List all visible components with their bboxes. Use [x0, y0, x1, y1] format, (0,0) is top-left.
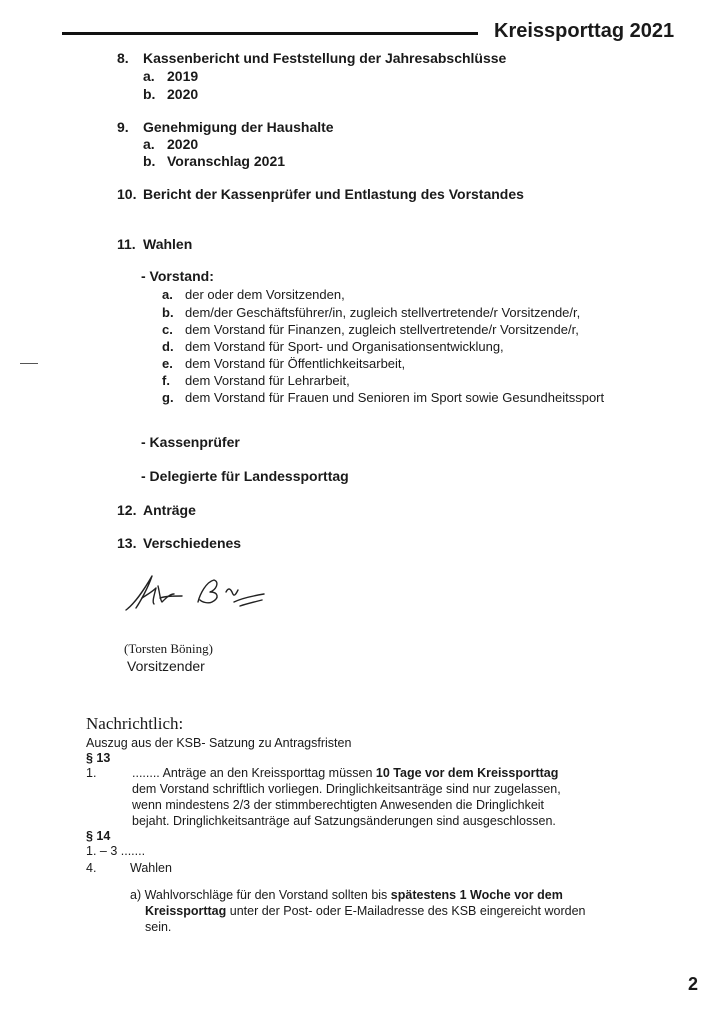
notice-intro: Auszug aus der KSB- Satzung zu Antragsfristen: [86, 736, 352, 750]
section-13-line-2: dem Vorstand schriftlich vorliegen. Dringlichkeitsanträge sind nur zugelassen,: [132, 782, 561, 796]
section-14-a-line-1: [130, 888, 563, 902]
section-14-a-line-3: sein.: [145, 920, 172, 934]
section-14-item-4-number: 4.: [86, 861, 97, 875]
vorstand-heading: - Vorstand:: [141, 268, 214, 284]
delegierte-heading: - Delegierte für Landessporttag: [141, 468, 349, 484]
section-14-a-bold-1: spätestens 1 Woche vor dem: [390, 888, 563, 902]
vorstand-f-letter: f.: [162, 373, 170, 388]
item-9-label: Genehmigung der Haushalte: [143, 119, 334, 135]
section-13-item-number: 1.: [86, 766, 97, 780]
handwritten-signature: [122, 568, 282, 618]
notice-heading: Nachrichtlich:: [86, 714, 184, 733]
section-14-a-bold-2: Kreissporttag: [145, 904, 227, 918]
section-14-a-prefix: a) Wahlvorschläge für den Vorstand sollten bis: [130, 888, 391, 902]
item-9-number: 9.: [117, 119, 129, 135]
signatory-role: Vorsitzender: [127, 658, 205, 674]
vorstand-d-letter: d.: [162, 339, 174, 354]
item-11-label: Wahlen: [143, 236, 193, 252]
vorstand-c-letter: c.: [162, 322, 173, 337]
item-9b-text: Voranschlag 2021: [167, 153, 286, 169]
item-10-label: Bericht der Kassenprüfer und Entlastung des Vorstandes: [143, 186, 524, 202]
item-8a-text: 2019: [167, 68, 199, 84]
item-8-label: Kassenbericht und Feststellung der Jahresabschlüsse: [143, 50, 507, 66]
vorstand-a-letter: a.: [162, 287, 173, 302]
vorstand-e-text: dem Vorstand für Öffentlichkeitsarbeit,: [185, 356, 406, 371]
section-13-line-1: [132, 766, 558, 780]
item-9b-letter: b.: [143, 153, 156, 169]
signatory-name: (Torsten Böning): [124, 641, 213, 656]
section-14-a-rest: unter der Post- oder E-Mailadresse des KSB eingereicht worden: [226, 904, 586, 918]
item-8b-text: 2020: [167, 86, 199, 102]
item-10-number: 10.: [117, 186, 137, 202]
item-11-number: 11.: [117, 236, 136, 252]
section-13-line-3: wenn mindestens 2/3 der stimmberechtigten Anwesenden die Dringlichkeit: [132, 798, 545, 812]
item-13-number: 13.: [117, 535, 137, 551]
vorstand-g-text: dem Vorstand für Frauen und Senioren im Sport sowie Gesundheitssport: [185, 390, 605, 405]
section-13-dots: ........: [132, 766, 160, 780]
section-14-title: § 14: [86, 829, 111, 843]
section-13-line-4: bejaht. Dringlichkeitsanträge auf Satzungsänderungen sind ausgeschlossen.: [132, 814, 556, 828]
vorstand-d-text: dem Vorstand für Sport- und Organisationsentwicklung,: [185, 339, 504, 354]
document-title: Kreissporttag 2021: [494, 20, 675, 42]
item-9a-text: 2020: [167, 136, 199, 152]
item-9a-letter: a.: [143, 136, 155, 152]
vorstand-g-letter: g.: [162, 390, 174, 405]
kassenpruefer-heading: - Kassenprüfer: [141, 434, 240, 450]
item-8a-letter: a.: [143, 68, 155, 84]
section-13-bold: 10 Tage vor dem Kreissporttag: [375, 766, 559, 780]
item-12-label: Anträge: [143, 502, 196, 518]
item-12-number: 12.: [117, 502, 137, 518]
header-rule: [62, 32, 478, 35]
item-8b-letter: b.: [143, 86, 156, 102]
item-13-label: Verschiedenes: [143, 535, 242, 551]
section-14-a-line-2: [145, 904, 586, 918]
section-13-title: § 13: [86, 751, 111, 765]
vorstand-b-text: dem/der Geschäftsführer/in, zugleich stellvertretende/r Vorsitzende/r,: [185, 305, 581, 320]
vorstand-f-text: dem Vorstand für Lehrarbeit,: [185, 373, 350, 388]
page-number: 2: [688, 974, 699, 994]
section-14-items-1-3: 1. – 3 .......: [86, 844, 146, 858]
margin-mark: [20, 363, 38, 364]
item-8-number: 8.: [117, 50, 129, 66]
vorstand-b-letter: b.: [162, 305, 174, 320]
vorstand-a-text: der oder dem Vorsitzenden,: [185, 287, 345, 302]
vorstand-c-text: dem Vorstand für Finanzen, zugleich stellvertretende/r Vorsitzende/r,: [185, 322, 579, 337]
vorstand-e-letter: e.: [162, 356, 173, 371]
section-13-text-a: Anträge an den Kreissporttag müssen: [159, 766, 376, 780]
section-14-item-4-text: Wahlen: [130, 861, 172, 875]
